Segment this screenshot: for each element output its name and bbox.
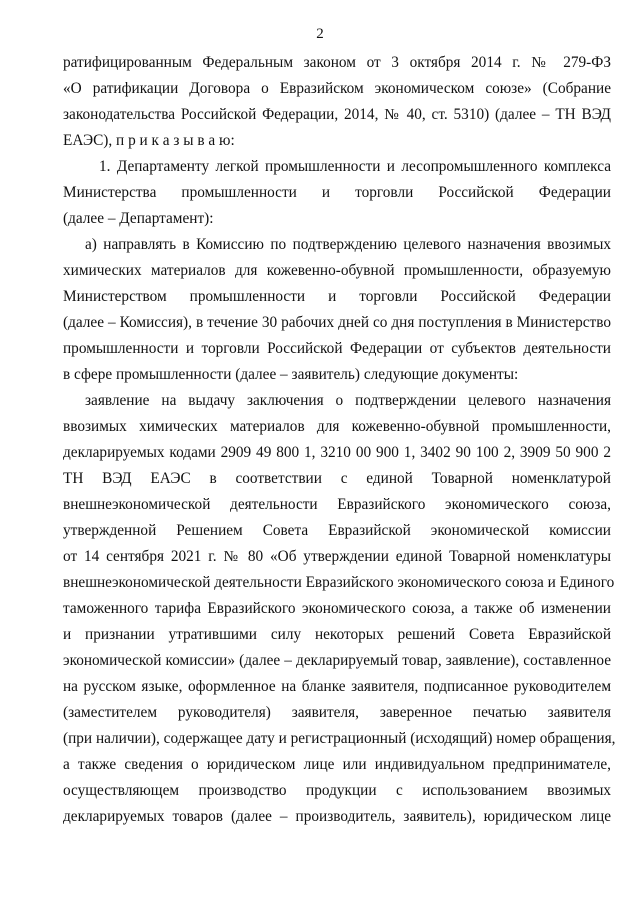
text-line: внешнеэкономической деятельности Евразийского экономического союза,	[63, 496, 611, 513]
text-line: осуществляющем производство продукции с использованием ввозимых	[63, 782, 611, 799]
text-line: ратифицированным Федеральным законом от 3 октября 2014 г. № 279-ФЗ	[63, 54, 611, 71]
text-line: ввозимых химических материалов для кожевенно-обувной промышленности,	[63, 418, 611, 435]
text-line: экономической комиссии» (далее – декларируемый товар, заявление), составленное	[63, 652, 611, 669]
text-line: 1. Департаменту легкой промышленности и лесопромышленного комплекса	[99, 158, 611, 175]
text-line: таможенного тарифа Евразийского экономического союза, а также об изменении	[63, 600, 611, 617]
text-line: в сфере промышленности (далее – заявитель) следующие документы:	[63, 366, 519, 383]
text-line: «О ратификации Договора о Евразийском экономическом союзе» (Собрание	[63, 80, 611, 97]
text-line: заявление на выдачу заключения о подтверждении целевого назначения	[85, 392, 611, 409]
text-line: и признании утратившими силу некоторых решений Совета Евразийской	[63, 626, 611, 643]
text-line: декларируемых кодами 2909 49 800 1, 3210 00 900 1, 3402 90 100 2, 3909 50 900 2	[63, 444, 611, 461]
document-body	[63, 50, 616, 830]
text-line: на русском языке, оформленное на бланке заявителя, подписанное руководителем	[63, 678, 611, 695]
text-line: а) направлять в Комиссию по подтверждению целевого назначения ввозимых	[85, 236, 611, 253]
text-line: Министерством промышленности и торговли Российской Федерации	[63, 288, 611, 305]
text-line: внешнеэкономической деятельности Евразийского экономического союза и Единого	[63, 574, 615, 591]
text-line: от 14 сентября 2021 г. № 80 «Об утверждении единой Товарной номенклатуры	[63, 548, 611, 565]
text-line: (далее – Департамент):	[63, 210, 214, 227]
text-line: а также сведения о юридическом лице или индивидуальном предпринимателе,	[63, 756, 611, 773]
page-number: 2	[316, 26, 324, 42]
text-line: Министерства промышленности и торговли Российской Федерации	[63, 184, 611, 201]
text-line: законодательства Российской Федерации, 2014, № 40, ст. 5310) (далее – ТН ВЭД	[63, 106, 611, 123]
text-line: (далее – Комиссия), в течение 30 рабочих дней со дня поступления в Министерство	[63, 314, 611, 331]
text-line: химических материалов для кожевенно-обувной промышленности, образуемую	[63, 262, 611, 279]
text-line: ЕАЭС), п р и к а з ы в а ю:	[63, 132, 235, 149]
text-line: ТН ВЭД ЕАЭС в соответствии с единой Товарной номенклатурой	[63, 470, 611, 487]
text-line: промышленности и торговли Российской Федерации от субъектов деятельности	[63, 340, 611, 357]
text-line: (заместителем руководителя) заявителя, заверенное печатью заявителя	[63, 704, 611, 721]
text-line: утвержденной Решением Совета Евразийской экономической комиссии	[63, 522, 611, 539]
text-line: (при наличии), содержащее дату и регистрационный (исходящий) номер обращения,	[63, 730, 616, 747]
text-line: декларируемых товаров (далее – производитель, заявитель), юридическом лице	[63, 808, 611, 825]
